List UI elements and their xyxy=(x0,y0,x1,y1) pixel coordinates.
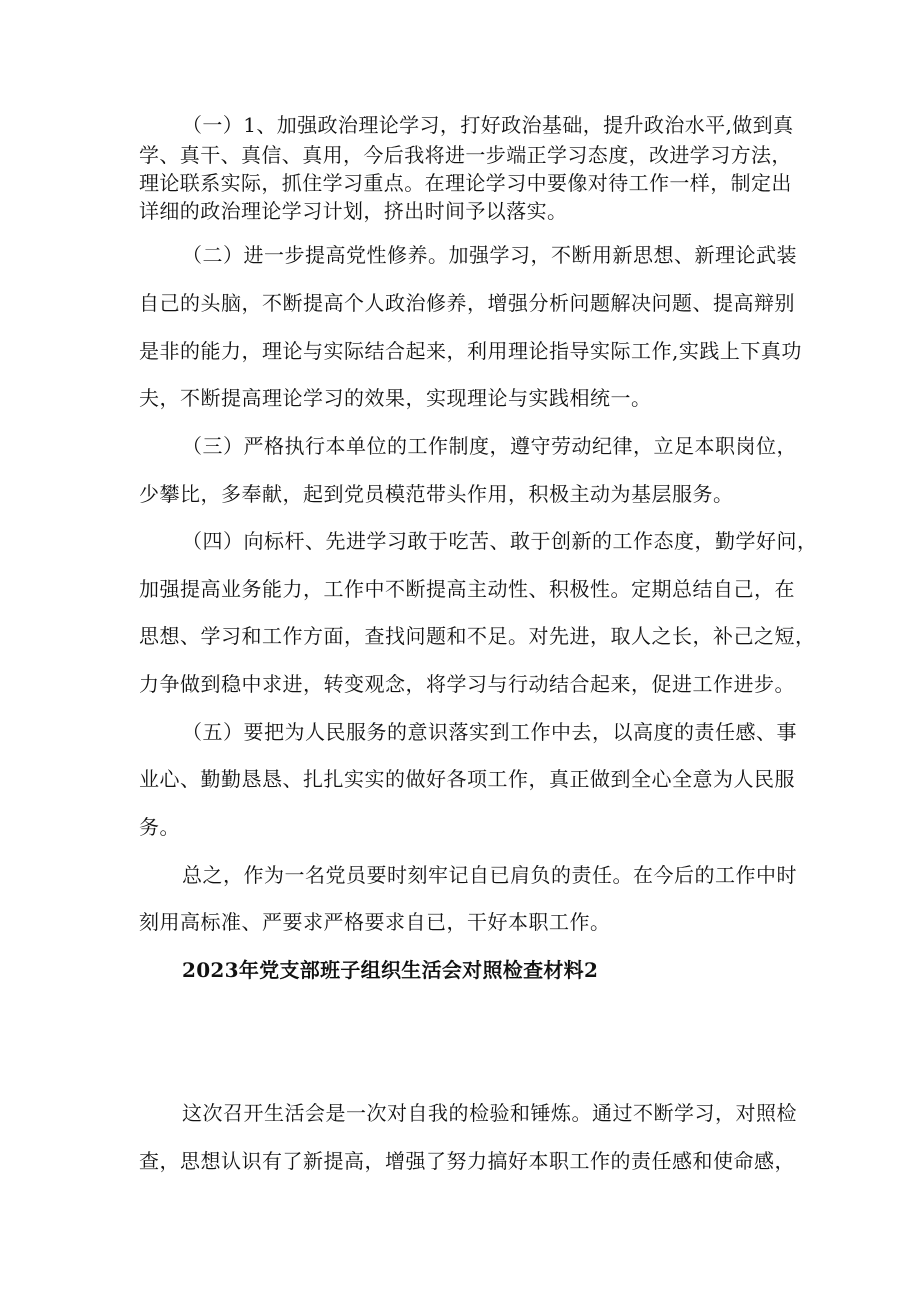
para7-line-1: 这次召开生活会是一次对自我的检验和锤炼。通过不断学习，对照检 xyxy=(182,1101,797,1125)
para6-line-1: 总之，作为一名党员要时刻牢记自已肩负的责任。在今后的工作中时 xyxy=(182,863,797,887)
para4-line-2: 加强提高业务能力，工作中不断提高主动性、积极性。定期总结自己，在 xyxy=(139,577,795,601)
para2-line-4: 夫，不断提高理论学习的效果，实现理论与实践相统一。 xyxy=(139,386,652,410)
para5-line-3: 务。 xyxy=(139,815,180,839)
para6-line-2: 刻用高标准、严要求严格要求自已，干好本职工作。 xyxy=(139,910,611,934)
para5-line-1: （五）要把为人民服务的意识落实到工作中去，以高度的责任感、事 xyxy=(182,720,797,744)
para1-line-1: （一）1、加强政治理论学习，打好政治基础，提升政治水平,做到真 xyxy=(182,113,794,137)
para4-line-4: 力争做到稳中求进，转变观念，将学习与行动结合起来，促进工作进步。 xyxy=(139,672,795,696)
para1-line-2: 学、真干、真信、真用，今后我将进一步端正学习态度，改进学习方法， xyxy=(139,143,792,167)
para3-line-2: 少攀比，多奉献，起到党员模范带头作用，积极主动为基层服务。 xyxy=(139,482,734,506)
para4-line-1: （四）向标杆、先进学习敢于吃苦、敢于创新的工作态度，勤学好问， xyxy=(182,529,818,553)
section-heading: 2023年党支部班子组织生活会对照检查材料2 xyxy=(182,958,599,982)
para2-line-3: 是非的能力，理论与实际结合起来，利用理论指导实际工作,实践上下真功 xyxy=(139,339,802,363)
para1-line-4: 详细的政治理论学习计划，挤出时间予以落实。 xyxy=(139,199,568,223)
para4-line-3: 思想、学习和工作方面，查找问题和不足。对先进，取人之长，补己之短， xyxy=(139,624,816,648)
para2-line-1: （二）进一步提高党性修养。加强学习，不断用新思想、新理论武装 xyxy=(182,243,797,267)
para5-line-2: 业心、勤勤恳恳、扎扎实实的做好各项工作，真正做到全心全意为人民服 xyxy=(139,767,795,791)
para3-line-1: （三）严格执行本单位的工作制度，遵守劳动纪律，立足本职岗位， xyxy=(182,434,797,458)
para2-line-2: 自己的头脑，不断提高个人政治修养，增强分析问题解决问题、提高辩别 xyxy=(139,291,795,315)
para1-line-3: 理论联系实际，抓住学习重点。在理论学习中要像对待工作一样，制定出 xyxy=(139,171,792,195)
para7-line-2: 查，思想认识有了新提高，增强了努力搞好本职工作的责任感和使命感， xyxy=(139,1149,795,1173)
